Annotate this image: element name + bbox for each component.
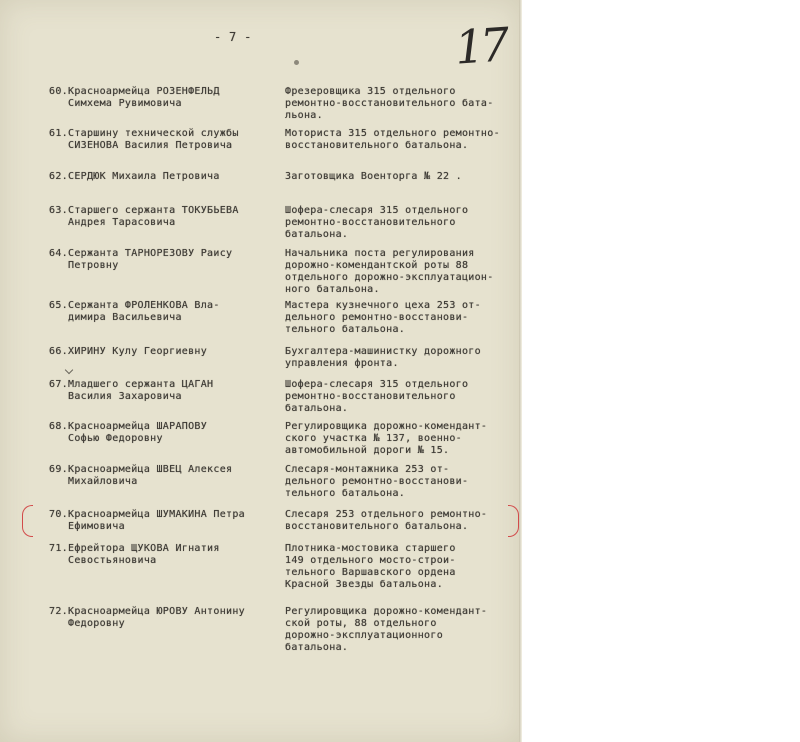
recipient-name — [68, 171, 220, 183]
recipient-name — [68, 421, 207, 445]
recipient-name-line: Михайловича — [68, 476, 138, 487]
recipient-name-line: Старшину технической службы — [68, 128, 239, 139]
highlight-bracket-right — [508, 505, 519, 537]
recipient-position-line: Заготовщика Военторга № 22 . — [285, 171, 462, 182]
recipient-name-line: Софью Федоровну — [68, 433, 163, 444]
recipient-name — [68, 248, 232, 272]
recipient-position-line: ского участка № 137, военно- — [285, 433, 462, 444]
recipient-name-line: Василия Захаровича — [68, 391, 182, 402]
recipient-name-line: Ефимовича — [68, 521, 125, 532]
recipient-position-line: Моториста 315 отдельного ремонтно- — [285, 128, 500, 139]
recipient-position — [285, 346, 481, 370]
recipient-position-line: Красной Звезды батальона. — [285, 579, 444, 590]
entry-number: 65. — [49, 300, 68, 311]
recipient-position — [285, 248, 494, 296]
recipient-name-line: ХИРИНУ Кулу Георгиевну — [68, 346, 208, 357]
entry-number: 72. — [49, 606, 68, 617]
recipient-name — [68, 543, 220, 567]
recipient-name-line: Андрея Тарасовича — [68, 217, 176, 228]
entry-number: 64. — [49, 248, 68, 259]
entry-number: 70. — [49, 509, 68, 520]
recipient-position-line: дельного ремонтно-восстанови- — [285, 476, 469, 487]
recipient-position — [285, 128, 500, 152]
page-edge — [519, 0, 522, 742]
recipient-name-line: Петровну — [68, 260, 119, 271]
recipient-position-line: батальона. — [285, 229, 349, 240]
recipient-position-line: ремонтно-восстановительного — [285, 217, 456, 228]
recipient-name — [68, 128, 239, 152]
recipient-position-line: дорожно-комендантской роты 88 — [285, 260, 469, 271]
recipient-position-line: Регулировщика дорожно-комендант- — [285, 421, 488, 432]
recipient-name — [68, 606, 245, 630]
recipient-name-line: Красноармейца РОЗЕНФЕЛЬД — [68, 86, 220, 97]
recipient-position-line: Мастера кузнечного цеха 253 от- — [285, 300, 481, 311]
recipient-name-line: Младшего сержанта ЦАГАН — [68, 379, 214, 390]
recipient-position-line: управления фронта. — [285, 358, 399, 369]
recipient-name-line: Красноармейца ЮРОВУ Антонину — [68, 606, 245, 617]
recipient-name-line: димира Васильевича — [68, 312, 182, 323]
recipient-position-line: дельного ремонтно-восстанови- — [285, 312, 469, 323]
recipient-position — [285, 464, 468, 500]
recipient-position-line: Бухгалтера-машинистку дорожного — [285, 346, 481, 357]
recipient-name — [68, 205, 239, 229]
recipient-name-line: Севостьяновича — [68, 555, 157, 566]
recipient-position — [285, 379, 468, 415]
recipient-position-line: батальона. — [285, 403, 349, 414]
recipient-name-line: Красноармейца ШАРАПОВУ — [68, 421, 208, 432]
recipient-name-line: Ефрейтора ЩУКОВА Игнатия — [68, 543, 220, 554]
recipient-name-line: Сержанта ФРОЛЕНКОВА Вла- — [68, 300, 220, 311]
recipient-position-line: Плотника-мостовика старшего — [285, 543, 456, 554]
entry-number: 66. — [49, 346, 68, 357]
stray-mark — [294, 60, 299, 65]
recipient-position-line: 149 отдельного мосто-строи- — [285, 555, 456, 566]
recipient-position-line: Слесаря-монтажника 253 от- — [285, 464, 450, 475]
recipient-position-line: тельного батальона. — [285, 488, 406, 499]
recipient-name-line: СЕРДЮК Михаила Петровича — [68, 171, 220, 182]
recipient-name — [68, 300, 220, 324]
recipient-position-line: восстановительного батальона. — [285, 140, 469, 151]
recipient-position-line: Фрезеровщика 315 отдельного — [285, 86, 456, 97]
entry-number: 63. — [49, 205, 68, 216]
recipient-name-line: Сержанта ТАРНОРЕЗОВУ Раису — [68, 248, 233, 259]
recipient-name-line: Федоровну — [68, 618, 125, 629]
entry-number: 69. — [49, 464, 68, 475]
recipient-name-line: Симхема Рувимовича — [68, 98, 182, 109]
recipient-position-line: отдельного дорожно-эксплуатацион- — [285, 272, 494, 283]
recipient-position-line: ремонтно-восстановительного — [285, 391, 456, 402]
entry-number: 67. — [49, 379, 68, 390]
recipient-position-line: Шофера-слесаря 315 отдельного — [285, 205, 469, 216]
recipient-position-line: Регулировщика дорожно-комендант- — [285, 606, 488, 617]
entry-number: 60. — [49, 86, 68, 97]
recipient-position-line: ного батальона. — [285, 284, 380, 295]
recipient-position — [285, 606, 487, 654]
recipient-position-line: ской роты, 88 отдельного — [285, 618, 437, 629]
recipient-position — [285, 86, 494, 122]
recipient-position-line: батальона. — [285, 642, 349, 653]
recipient-name — [68, 86, 220, 110]
pencil-tick-mark — [65, 366, 73, 374]
recipient-position-line: автомобильной дороги № 15. — [285, 445, 450, 456]
entry-number: 71. — [49, 543, 68, 554]
recipient-position-line: тельного батальона. — [285, 324, 406, 335]
recipient-name — [68, 346, 207, 358]
recipient-position — [285, 205, 468, 241]
recipient-position-line: льона. — [285, 110, 323, 121]
recipient-name-line: Красноармейца ШУМАКИНА Петра — [68, 509, 245, 520]
recipient-position-line: ремонтно-восстановительного бата- — [285, 98, 494, 109]
recipient-position — [285, 421, 487, 457]
recipient-position-line: восстановительного батальона. — [285, 521, 469, 532]
recipient-name — [68, 509, 245, 533]
entry-number: 61. — [49, 128, 68, 139]
recipient-position — [285, 509, 487, 533]
recipient-name — [68, 464, 232, 488]
recipient-name-line: СИЗЕНОВА Василия Петровича — [68, 140, 233, 151]
recipient-position-line: тельного Варшавского ордена — [285, 567, 456, 578]
recipient-position — [285, 171, 462, 183]
entry-number: 62. — [49, 171, 68, 182]
highlight-bracket-left — [22, 505, 33, 537]
recipient-position-line: Шофера-слесаря 315 отдельного — [285, 379, 469, 390]
recipient-position-line: Слесаря 253 отдельного ремонтно- — [285, 509, 488, 520]
handwritten-sheet-number: 17 — [453, 17, 508, 75]
page-number: - 7 - — [214, 30, 252, 44]
recipient-name-line: Красноармейца ШВЕЦ Алексея — [68, 464, 233, 475]
recipient-position — [285, 300, 481, 336]
entry-number: 68. — [49, 421, 68, 432]
recipient-position — [285, 543, 456, 591]
recipient-name-line: Старшего сержанта ТОКУБЬЕВА — [68, 205, 239, 216]
recipient-position-line: Начальника поста регулирования — [285, 248, 475, 259]
recipient-name — [68, 379, 213, 403]
recipient-position-line: дорожно-эксплуатационного — [285, 630, 444, 641]
